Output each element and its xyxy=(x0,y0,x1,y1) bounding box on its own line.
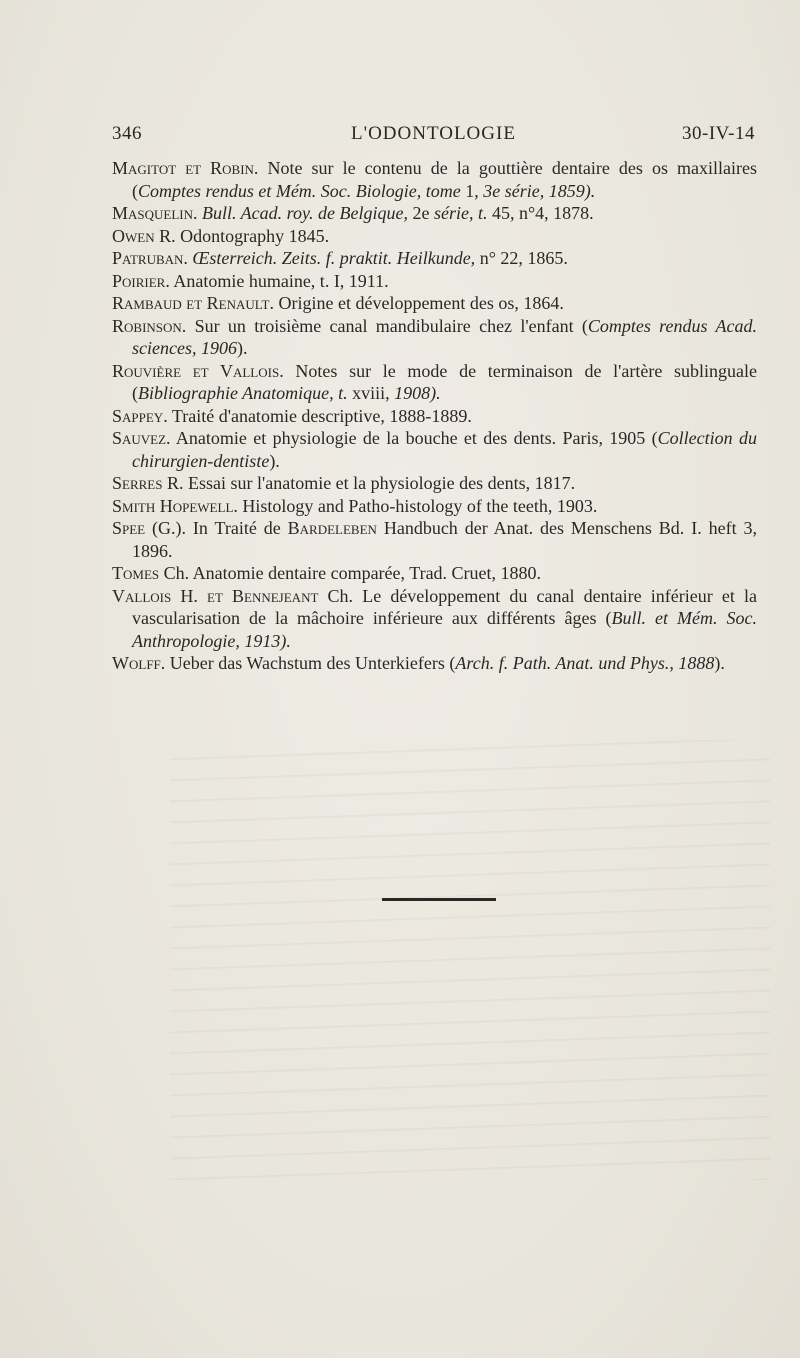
reference-text: H. xyxy=(171,585,207,606)
reference-text: R. Essai sur l'anatomie et la physiologie des dents, 1817. xyxy=(162,473,576,493)
reference-entry xyxy=(112,405,757,428)
reference-text: Note sur le contenu de la gouttière dentaire des os maxillaires ( xyxy=(132,158,757,201)
reference-author: Sappey. xyxy=(112,405,168,426)
reference-source: Collection du chirurgien-dentiste xyxy=(132,428,757,471)
reference-text: Ch. Le développement du canal dentaire inférieur et la vascularisation de la mâchoire inférieure aux différents âges ( xyxy=(132,585,757,628)
reference-entry xyxy=(112,270,757,293)
reference-text: R. Odontography 1845. xyxy=(154,225,330,246)
reference-text: 2e xyxy=(407,203,434,223)
reference-text: Ueber das Wachstum des Unterkiefers ( xyxy=(165,653,456,673)
reference-text: Sur un troisième canal mandibulaire chez l'enfant ( xyxy=(186,315,588,336)
reference-text: ). xyxy=(714,653,725,673)
reference-text: Ch. Anatomie dentaire comparée, Trad. Cruet, 1880. xyxy=(159,563,542,583)
page-number: 346 xyxy=(112,123,142,144)
reference-author: Masquelin. xyxy=(112,203,198,223)
reference-entry xyxy=(112,495,757,518)
reference-source: Comptes rendus et Mém. Soc. Biologie, tome xyxy=(138,180,461,201)
reference-text: ). xyxy=(269,450,280,471)
reference-text: xviii, xyxy=(347,383,395,403)
reference-author: Spee xyxy=(112,518,146,538)
reference-source: Arch. f. Path. Anat. und Phys., 1888 xyxy=(455,653,715,673)
reference-entry xyxy=(112,472,757,495)
reference-author: Vallois xyxy=(112,585,172,606)
reference-author: Tomes xyxy=(112,563,160,583)
reference-author: Patruban. xyxy=(112,248,188,268)
reference-source: 3e série, 1859). xyxy=(483,180,596,201)
reference-source: Comptes rendus Acad. sciences, 1906 xyxy=(132,315,757,358)
reference-entry xyxy=(112,225,757,248)
reference-author: Poirier. xyxy=(112,270,170,291)
reference-text: 45, n°4, 1878. xyxy=(487,203,594,223)
reference-entry xyxy=(112,202,757,225)
reference-entry xyxy=(112,292,757,315)
reference-source: Bull. Acad. roy. de Belgique, xyxy=(202,203,408,223)
reference-entry xyxy=(112,157,757,202)
reference-text: Traité d'anatomie descriptive, 1888-1889. xyxy=(167,405,472,426)
reference-author: Wolff. xyxy=(112,653,166,673)
reference-entry xyxy=(112,247,757,270)
reference-text: n° 22, 1865. xyxy=(475,248,568,268)
reference-text: Anatomie et physiologie de la bouche et des dents. Paris, 1905 ( xyxy=(170,428,658,448)
reference-text: Notes sur le mode de terminaison de l'artère sublinguale ( xyxy=(132,360,757,403)
reference-text: Histology and Patho-histology of the teeth, 1903. xyxy=(237,495,598,516)
reference-entry xyxy=(112,360,757,405)
reference-author: et Bennejeant xyxy=(207,585,319,606)
reference-author: Robinson. xyxy=(112,315,187,336)
reference-entry xyxy=(112,427,757,472)
reference-author: Magitot et Robin. xyxy=(112,158,259,178)
reference-entry xyxy=(112,585,757,653)
running-header xyxy=(112,123,755,151)
reference-text: Handbuch der Anat. des Menschens Bd. I. heft 3, 1896. xyxy=(132,518,757,561)
reference-entry xyxy=(112,315,757,360)
reference-author: Rouvière et Vallois. xyxy=(112,360,284,381)
reference-author: Serres xyxy=(112,473,163,493)
reference-source: Bull. et Mém. Soc. Anthropologie, 1913). xyxy=(132,608,757,651)
show-through-texture xyxy=(170,740,770,1180)
reference-author: Bardeleben xyxy=(287,518,377,538)
reference-author: Smith Hopewell. xyxy=(112,495,238,516)
journal-title: L'ODONTOLOGIE xyxy=(351,123,516,144)
reference-source: Œsterreich. Zeits. f. praktit. Heilkunde, xyxy=(192,248,476,268)
reference-author: Owen xyxy=(112,225,155,246)
section-end-rule xyxy=(382,898,496,901)
reference-text: Anatomie humaine, t. I, 1911. xyxy=(169,270,389,291)
reference-entry xyxy=(112,517,757,562)
reference-source: Bibliographie Anatomique, t. xyxy=(138,383,348,403)
issue-date: 30-IV-14 xyxy=(682,123,755,144)
reference-entry xyxy=(112,562,757,585)
reference-text: (G.). In Traité de xyxy=(145,518,288,538)
reference-text: Origine et développement des os, 1864. xyxy=(273,293,564,313)
reference-text: ). xyxy=(236,338,248,358)
bibliography-list xyxy=(112,157,757,675)
reference-author: Sauvez. xyxy=(112,428,171,448)
reference-text: 1, xyxy=(460,180,484,201)
reference-source: série, t. xyxy=(433,203,488,223)
reference-source: 1908). xyxy=(394,383,441,403)
reference-author: Rambaud et Renault. xyxy=(112,293,274,313)
reference-entry xyxy=(112,652,757,675)
